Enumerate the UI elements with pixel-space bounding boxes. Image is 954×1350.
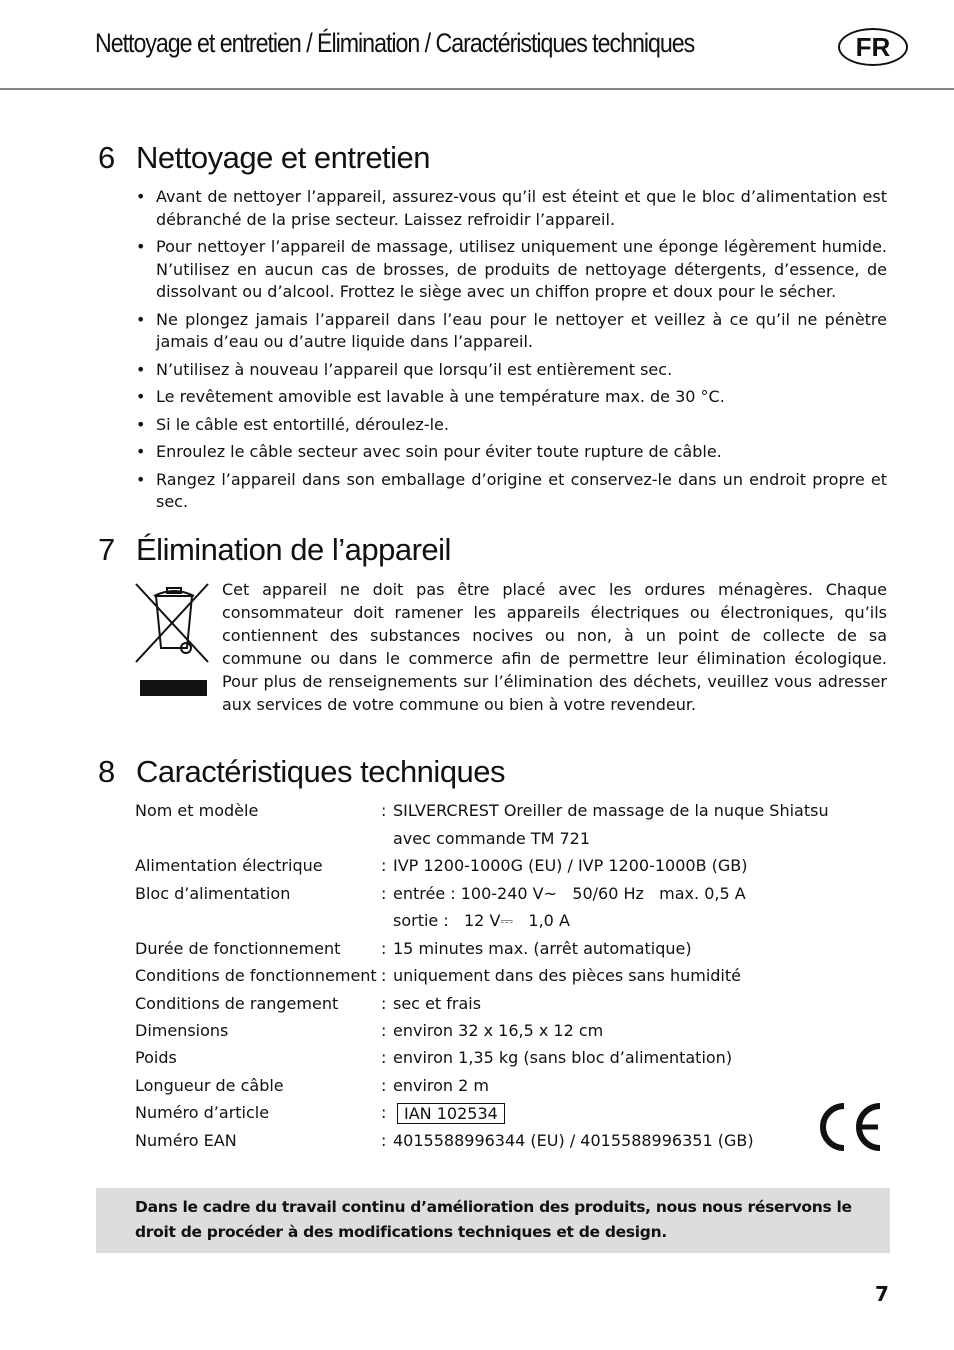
spec-colon: : — [381, 1131, 387, 1150]
header-divider — [0, 88, 954, 90]
spec-colon: : — [381, 1021, 387, 1040]
spec-label: Longueur de câble — [135, 1076, 284, 1095]
spec-value: IVP 1200-1000G (EU) / IVP 1200-1000B (GB) — [393, 856, 748, 875]
list-item: • Pour nettoyer l’appareil de massage, utilisez uniquement une éponge légèrement humide. N’utilisez en aucun cas de brosses, de produits de nettoyage détergents, d’essence, de dissolvant ou d’alcool. Frottez le siège avec un chiffon propre et doux pour le sécher. — [135, 236, 887, 304]
spec-value: sec et frais — [393, 994, 482, 1013]
spec-label: Conditions de rangement — [135, 994, 339, 1013]
spec-colon: : — [381, 884, 387, 903]
spec-label: Dimensions — [135, 1021, 229, 1040]
spec-colon: : — [381, 994, 387, 1013]
section-8-heading — [98, 754, 505, 790]
spec-label: Numéro d’article — [135, 1103, 270, 1122]
spec-row — [135, 1048, 733, 1067]
spec-value: avec commande TM 721 — [393, 829, 590, 848]
weee-crossed-bin-icon — [134, 578, 210, 698]
spec-colon: : — [381, 939, 387, 958]
spec-value: uniquement dans des pièces sans humidité — [393, 966, 741, 985]
list-item: • Si le câble est entortillé, déroulez-le. — [135, 414, 887, 437]
spec-colon: : — [381, 856, 387, 875]
spec-row — [135, 939, 692, 958]
section-number: 7 — [98, 532, 115, 567]
section-6-heading — [98, 140, 430, 176]
spec-label: Durée de fonctionnement — [135, 939, 341, 958]
list-item: • Enroulez le câble secteur avec soin pour éviter toute rupture de câble. — [135, 441, 887, 464]
disclaimer-note: Dans le cadre du travail continu d’amélioration des produits, nous nous réservons le droit de procéder à des modifications techniques et de design. — [96, 1188, 890, 1253]
spec-value: environ 32 x 16,5 x 12 cm — [393, 1021, 604, 1040]
spec-row — [135, 801, 829, 820]
spec-value: sortie : 12 V⎓ 1,0 A — [393, 911, 570, 930]
disposal-text: Cet appareil ne doit pas être placé avec les ordures ménagères. Chaque consommateur doit ramener les appareils électriques ou électroniques, qu’ils contiennent des substances nocives ou non, à un point de collecte de sa commune ou dans le commerce afin de permettre leur élimination écologique. Pour plus de renseignements sur l’élimination des déchets, veuillez vous adresser aux services de votre commune ou bien à votre revendeur. — [222, 580, 887, 714]
spec-label: Bloc d’alimentation — [135, 884, 291, 903]
page-number: 7 — [875, 1282, 889, 1306]
section-title: Caractéristiques techniques — [136, 754, 506, 789]
spec-colon: : — [381, 801, 387, 820]
section-7-heading — [98, 532, 451, 568]
list-item: • Ne plongez jamais l’appareil dans l’eau pour le nettoyer et veillez à ce qu’il ne pénètre jamais d’eau ou d’autre liquide dans l’appareil. — [135, 309, 887, 354]
spec-label: Alimentation électrique — [135, 856, 323, 875]
spec-row — [135, 994, 482, 1013]
spec-value: entrée : 100-240 V~ 50/60 Hz max. 0,5 A — [393, 884, 746, 903]
section-number: 6 — [98, 140, 115, 175]
list-item: • N’utilisez à nouveau l’appareil que lorsqu’il est entièrement sec. — [135, 359, 887, 382]
spec-row — [135, 856, 748, 875]
spec-value: SILVERCREST Oreiller de massage de la nuque Shiatsu — [393, 801, 829, 820]
list-item: • Le revêtement amovible est lavable à une température max. de 30 °C. — [135, 386, 887, 409]
section-number: 8 — [98, 754, 115, 789]
cleaning-list — [135, 186, 887, 519]
section-title: Nettoyage et entretien — [136, 140, 431, 175]
spec-label: Poids — [135, 1048, 177, 1067]
spec-row — [135, 1131, 754, 1150]
spec-label: Nom et modèle — [135, 801, 259, 820]
spec-value: environ 1,35 kg (sans bloc d’alimentation) — [393, 1048, 733, 1067]
language-badge: FR — [838, 28, 908, 66]
spec-label: Numéro EAN — [135, 1131, 237, 1150]
spec-colon: : — [381, 1076, 387, 1095]
list-item: • Rangez l’appareil dans son emballage d’origine et conservez-le dans un endroit propre et sec. — [135, 469, 887, 514]
spec-colon: : — [381, 1048, 387, 1067]
spec-row — [135, 884, 746, 903]
spec-row — [135, 966, 741, 985]
article-number-box: IAN 102534 — [397, 1103, 505, 1124]
spec-colon: : — [381, 966, 387, 985]
spec-label: Conditions de fonctionnement — [135, 966, 377, 985]
spec-value: 4015588996344 (EU) / 4015588996351 (GB) — [393, 1131, 754, 1150]
ce-mark-icon — [812, 1102, 884, 1152]
spec-row — [135, 1021, 604, 1040]
section-title: Élimination de l’appareil — [136, 532, 451, 567]
list-item: • Avant de nettoyer l’appareil, assurez-vous qu’il est éteint et que le bloc d’alimentation est débranché de la prise secteur. Laissez refroidir l’appareil. — [135, 186, 887, 231]
spec-row — [135, 1076, 489, 1095]
header-title: Nettoyage et entretien / Élimination / Caractéristiques techniques — [95, 28, 695, 58]
spec-value: environ 2 m — [393, 1076, 489, 1095]
spec-row — [135, 1103, 498, 1123]
spec-colon: : — [381, 1103, 387, 1122]
spec-value: 15 minutes max. (arrêt automatique) — [393, 939, 692, 958]
